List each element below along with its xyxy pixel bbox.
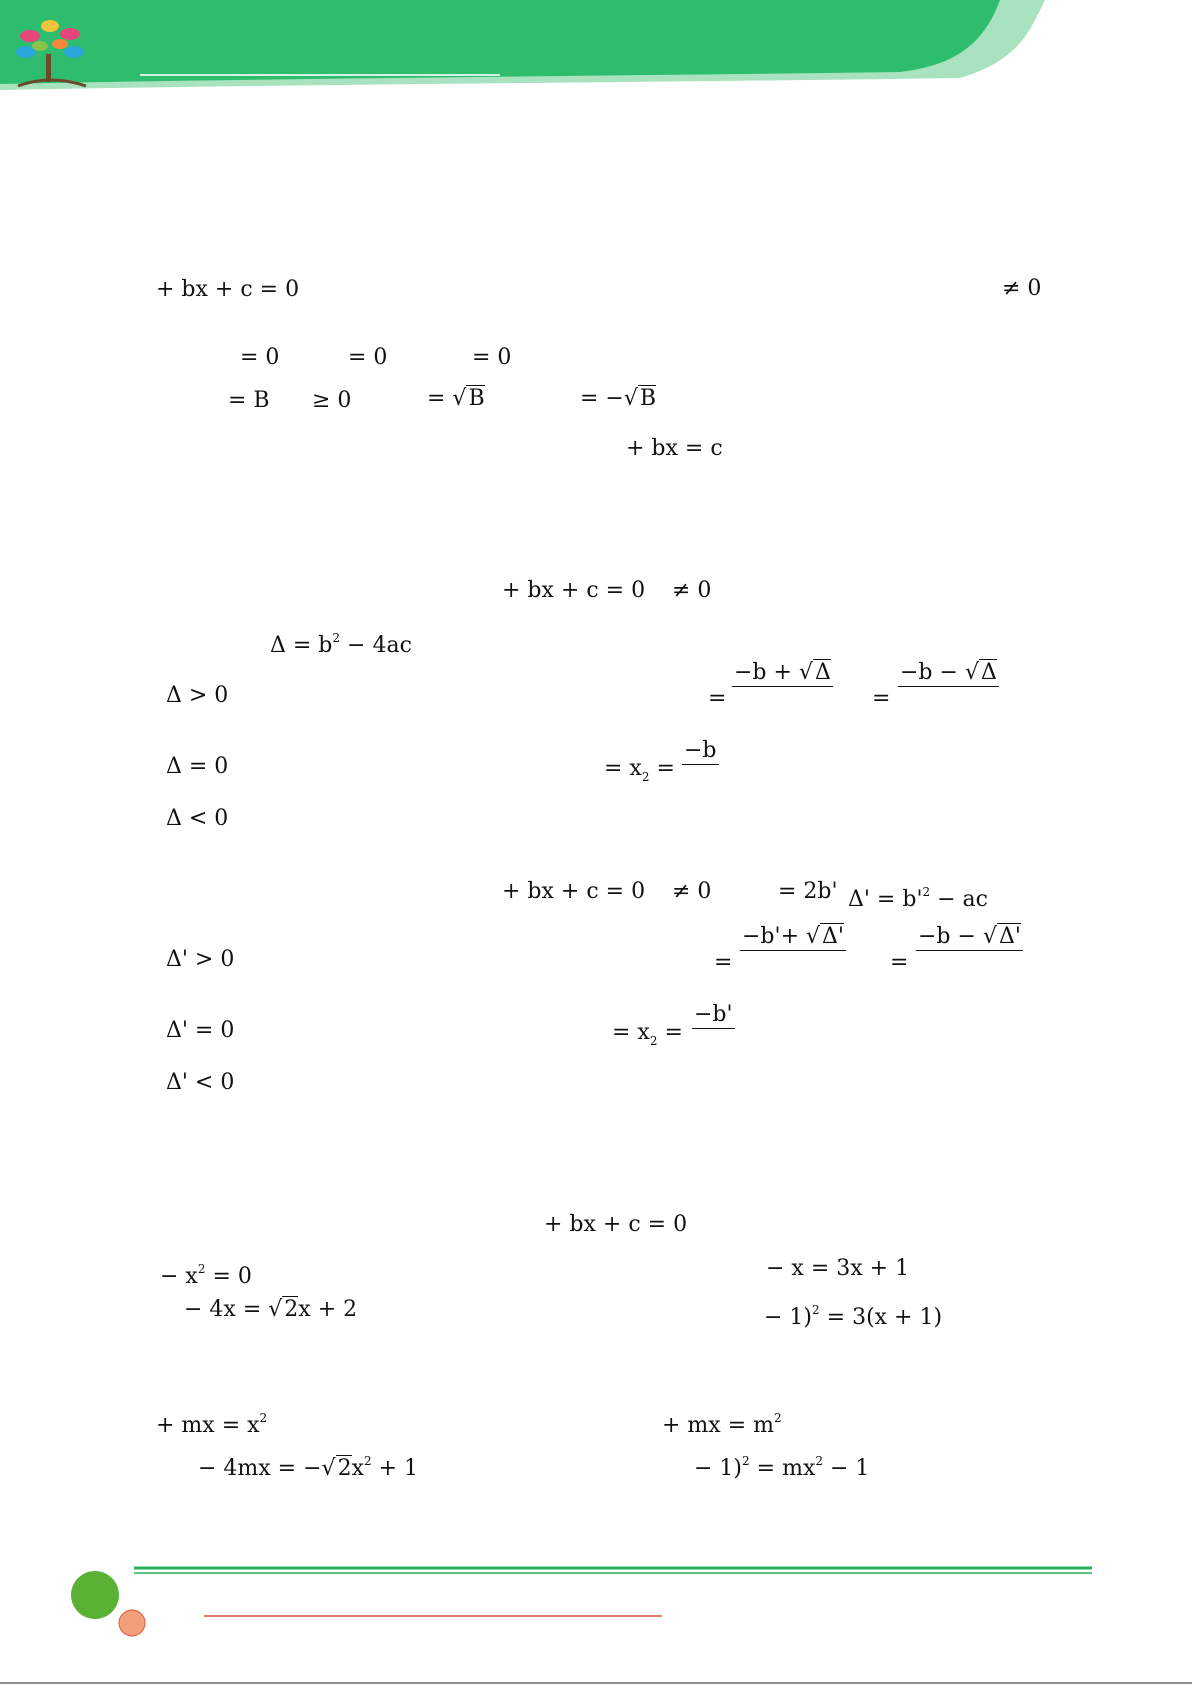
x1-sqrt-delta: Δ — [814, 660, 831, 685]
s2-a-nonzero: ≠ 0 — [672, 578, 712, 603]
a-nonzero: ≠ 0 — [1002, 276, 1042, 301]
general-equation: + bx + c = 0 — [156, 277, 300, 302]
exercise-g: − $4mx = -√2x^2 + 1$ — [198, 1454, 419, 1481]
case-delta-prime-zero: Δ' = 0 — [166, 1018, 235, 1043]
exercise-g-sqrt: 2 — [337, 1456, 352, 1481]
s3-a-nonzero: ≠ 0 — [672, 879, 712, 904]
x2-sqrt-delta: Δ — [980, 660, 997, 685]
exercise-c-pre: − 4x = — [184, 1297, 269, 1322]
double-root-formula — [682, 738, 719, 765]
eq-zero-3: = 0 — [472, 345, 512, 370]
s3-double-root-formula — [692, 1002, 735, 1029]
footer-decoration — [0, 1550, 1192, 1685]
exercise-c-sqrt: 2 — [284, 1297, 299, 1322]
double-root: = $x_2$ = — [604, 756, 675, 784]
exercise-c: − 4x = √2x + 2 — [184, 1297, 358, 1322]
x1-numerator: −b + — [734, 660, 799, 685]
case-delta-prime-positive: Δ' > 0 — [166, 947, 235, 972]
s3-x2-numerator: −b − — [918, 924, 983, 949]
eq-b: = B — [228, 388, 270, 413]
s3-x1-eq-sign: = — [714, 950, 733, 975]
case-delta-positive: Δ > 0 — [166, 683, 229, 708]
sqrt-b-pos: = √B — [427, 386, 485, 411]
b-nonneg: ≥ 0 — [312, 388, 352, 413]
x1-formula: −b + √Δ — [734, 660, 831, 685]
s3-equation: + bx + c = 0 — [502, 879, 646, 904]
sqrt-b-neg: = −√B — [580, 386, 657, 411]
sqrt-b-radicand: B — [468, 386, 485, 411]
double-root-numerator: −b — [684, 738, 717, 763]
b-equals-2b-prime: = 2b' — [778, 879, 838, 904]
s3-x2-formula: −b − √Δ' — [918, 924, 1021, 949]
eq-zero-1: = 0 — [240, 345, 280, 370]
exercise-g-pre: − 4mx = − — [198, 1456, 322, 1481]
x1-eq-sign: = — [708, 686, 727, 711]
x2-numerator: −b − — [900, 660, 965, 685]
header-banner — [0, 0, 1192, 100]
tree-logo-icon — [10, 12, 92, 90]
exercise-c-post: x + 2 — [298, 1297, 358, 1322]
case-delta-prime-negative: Δ' < 0 — [166, 1070, 235, 1095]
exercise-f: + mx = $m^2$ — [662, 1411, 782, 1438]
s3-double-root: = $x_2$ = — [612, 1020, 683, 1048]
eq-zero-2: = 0 — [348, 345, 388, 370]
exercise-a: − $x^2 = 0$ — [160, 1262, 252, 1289]
s3-x1-numerator: −b'+ — [742, 924, 806, 949]
s3-double-root-numerator: −b' — [694, 1002, 733, 1027]
case-delta-negative: Δ < 0 — [166, 806, 229, 831]
exercise-e: + mx = $x^2$ — [156, 1411, 268, 1438]
exercise-d: − 1)$^2$ = 3(x + 1) — [764, 1303, 943, 1330]
eq-bx-c: + bx = c — [626, 436, 723, 461]
x2-eq-sign: = — [872, 686, 891, 711]
case-delta-zero: Δ = 0 — [166, 754, 229, 779]
reduced-discriminant-definition: $\Delta' = b'^2$ − ac — [848, 885, 988, 912]
x2-formula: −b − √Δ — [900, 660, 997, 685]
s2-equation: + bx + c = 0 — [502, 578, 646, 603]
exercise-h: − $1)^2 = mx^2 - 1$ — [694, 1454, 870, 1481]
s3-x1-formula: −b'+ √Δ' — [742, 924, 844, 949]
s3-x2-sqrt: Δ' — [998, 924, 1021, 949]
s4-equation: + bx + c = 0 — [544, 1212, 688, 1237]
s3-x2-eq-sign: = — [890, 950, 909, 975]
exercise-b: − x = 3x + 1 — [766, 1256, 910, 1281]
discriminant-definition: $\Delta = b^2 - 4ac$ — [270, 631, 412, 658]
s3-x1-sqrt: Δ' — [822, 924, 844, 949]
sqrt-b-neg-radicand: B — [639, 386, 657, 411]
